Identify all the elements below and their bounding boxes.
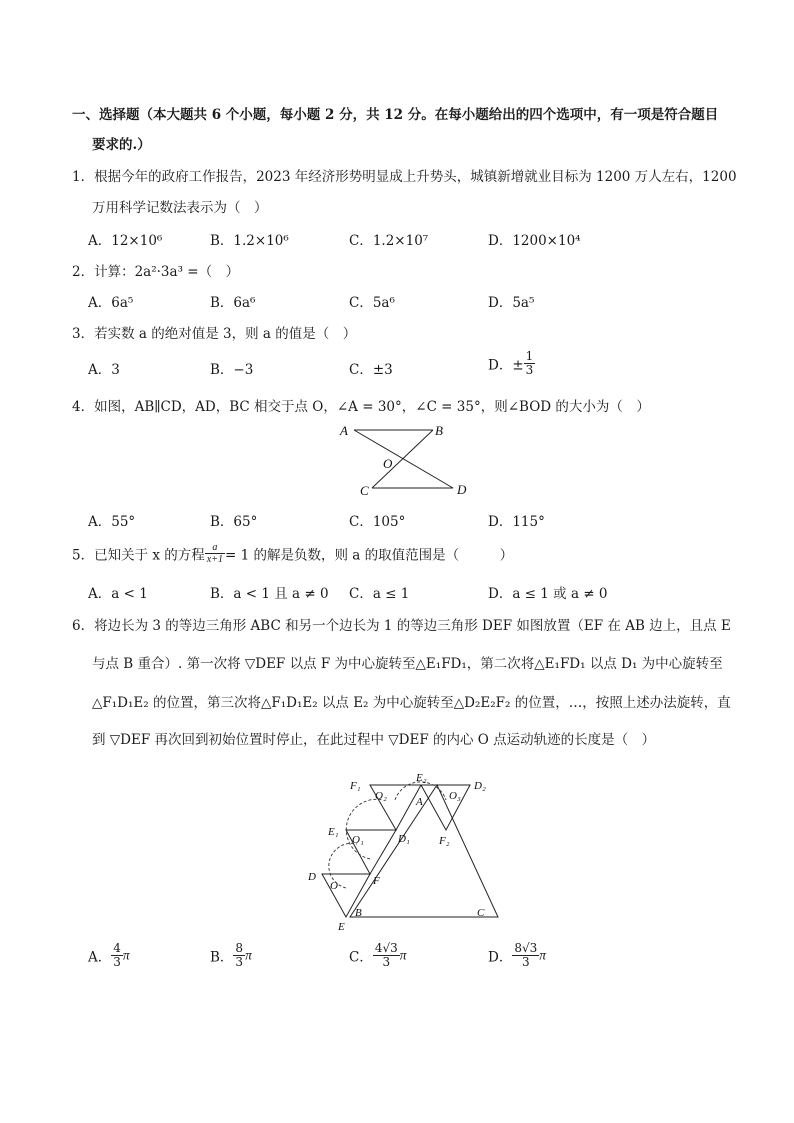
q4-stem: 4．如图，AB∥CD，AD，BC 相交于点 O，∠A = 30°，∠C = 35°，则∠BOD 的大小为（ ） (72, 399, 650, 415)
segment-bc (372, 430, 433, 488)
label-e2: E₂ (416, 772, 427, 784)
q6-stem-cont3: 到 ▽DEF 再次回到初始位置时停止，在此过程中 ▽DEF 的内心 O 点运动轨迹的长度是（ ） (92, 732, 656, 748)
fraction-numerator: 1 (525, 349, 534, 363)
q5-fraction (205, 542, 225, 565)
q4-option-a[interactable]: A．55° (88, 514, 136, 530)
q1-option-a[interactable]: A．12×10⁶ (88, 233, 163, 249)
q5-prefix: 5．已知关于 x 的方程 (72, 547, 205, 564)
label-o: O (330, 880, 338, 892)
q3-stem: 3．若实数 a 的绝对值是 3，则 a 的值是（ ） (72, 326, 357, 342)
q1-option-b[interactable]: B．1.2×10⁶ (210, 233, 289, 249)
q5-suffix: = 1 的解是负数，则 a 的取值范围是（ ） (224, 547, 514, 564)
label-o: O (383, 456, 393, 471)
q3-option-d[interactable] (488, 350, 535, 377)
label-d: D (457, 482, 467, 497)
label-c: C (477, 907, 485, 919)
q3-option-d-fraction (524, 350, 536, 377)
label-f: F (373, 875, 380, 887)
fraction-denominator: x+1 (206, 554, 223, 565)
q1-stem: 1．根据今年的政府工作报告，2023 年经济形势明显成上升势头，城镇新增就业目标为 1200 万人左右，1200 (72, 169, 737, 185)
q4-option-c[interactable]: C．105° (349, 514, 406, 530)
q6-stem-cont2: △F₁D₁E₂ 的位置，第三次将△F₁D₁E₂ 以点 E₂ 为中心旋转至△D₂E₂F₂ 的位置，…，按照上述办法旋转，直 (92, 695, 731, 711)
arc-o1-o2 (346, 799, 383, 859)
q2-option-b[interactable]: B．6a⁶ (210, 295, 256, 311)
option-label: A． (88, 949, 112, 966)
option-fraction (512, 942, 539, 969)
q4-figure (330, 418, 480, 500)
q3-option-b[interactable]: B．−3 (210, 362, 254, 378)
fraction-numerator: 8 (235, 941, 244, 955)
triangle-abc (350, 785, 498, 917)
fraction-denominator: 3 (113, 955, 121, 969)
q5-option-c[interactable]: C．a ≤ 1 (349, 586, 410, 602)
label-o2: O₂ (375, 790, 387, 802)
fraction-numerator: a (205, 542, 225, 554)
option-label: D． (488, 949, 513, 966)
label-o3: O₃ (449, 790, 461, 802)
q3-option-d-label: D．± (488, 357, 524, 374)
pi-symbol: π (122, 947, 130, 963)
label-b: B (435, 423, 443, 438)
q1-stem-cont: 万用科学记数法表示为（ ） (92, 200, 268, 216)
q3-option-c[interactable]: C．±3 (349, 362, 393, 378)
triangle-d2e2f2 (421, 785, 470, 830)
option-label: B． (210, 949, 234, 966)
fraction-numerator: 8√3 (514, 941, 538, 955)
q6-stem: 6．将边长为 3 的等边三角形 ABC 和另一个边长为 1 的等边三角形 DEF 如图放置（EF 在 AB 边上，且点 E (72, 618, 731, 634)
q6-option-d[interactable] (488, 942, 546, 969)
fraction-denominator: 3 (235, 955, 244, 969)
label-d: D (308, 871, 316, 883)
label-f1: F₁ (350, 780, 361, 792)
q1-option-c[interactable]: C．1.2×10⁷ (349, 233, 429, 249)
q5-option-d[interactable]: D．a ≤ 1 或 a ≠ 0 (488, 586, 608, 602)
option-label: C． (349, 949, 373, 966)
label-d2: D₂ (474, 780, 486, 792)
q3-option-a[interactable]: A．3 (88, 362, 120, 378)
label-e1: E₁ (328, 826, 339, 838)
option-fraction (373, 942, 400, 969)
label-f2: F₂ (439, 835, 450, 847)
q6-option-b[interactable] (210, 942, 252, 969)
pi-symbol: π (399, 947, 407, 963)
q2-stem: 2．计算：2a²·3a³ =（ ） (72, 264, 240, 280)
fraction-numerator: 4 (113, 941, 121, 955)
label-d1: D₁ (398, 833, 410, 845)
q4-option-b[interactable]: B．65° (210, 514, 258, 530)
fraction-denominator: 3 (382, 955, 391, 969)
section-title-cont: 要求的.） (92, 137, 151, 153)
label-a: A (416, 796, 423, 808)
option-fraction (111, 942, 123, 969)
q4-option-d[interactable]: D．115° (488, 514, 545, 530)
q6-figure (300, 762, 510, 934)
fraction-denominator: 3 (525, 363, 534, 377)
fraction-numerator: 4√3 (374, 941, 398, 955)
q2-option-c[interactable]: C．5a⁶ (349, 295, 395, 311)
section-title: 一、选择题（本大题共 6 个小题，每小题 2 分，共 12 分。在每小题给出的四个选项中，有一项是符合题目 (72, 107, 719, 123)
q2-option-a[interactable]: A．6a⁵ (88, 295, 134, 311)
q6-option-a[interactable] (88, 942, 130, 969)
q1-option-d[interactable]: D．1200×10⁴ (488, 233, 581, 249)
q6-option-c[interactable] (349, 942, 407, 969)
q6-stem-cont1: 与点 B 重合）. 第一次将 ▽DEF 以点 F 为中心旋转至△E₁FD₁，第二次将△E₁FD₁ 以点 D₁ 为中心旋转至 (92, 656, 723, 672)
label-c: C (360, 483, 369, 498)
q5-option-a[interactable]: A．a < 1 (88, 586, 148, 602)
q5-option-b[interactable]: B．a < 1 且 a ≠ 0 (210, 586, 329, 602)
label-a: A (340, 423, 348, 438)
q5-stem (72, 542, 513, 565)
q2-option-d[interactable]: D．5a⁵ (488, 295, 535, 311)
pi-symbol: π (245, 947, 252, 963)
pi-symbol: π (539, 947, 547, 963)
label-b: B (355, 907, 362, 919)
label-e: E (338, 921, 345, 933)
label-o1: O₁ (352, 834, 364, 846)
fraction-denominator: 3 (521, 955, 530, 969)
segment-ad (354, 430, 453, 488)
option-fraction (233, 942, 245, 969)
